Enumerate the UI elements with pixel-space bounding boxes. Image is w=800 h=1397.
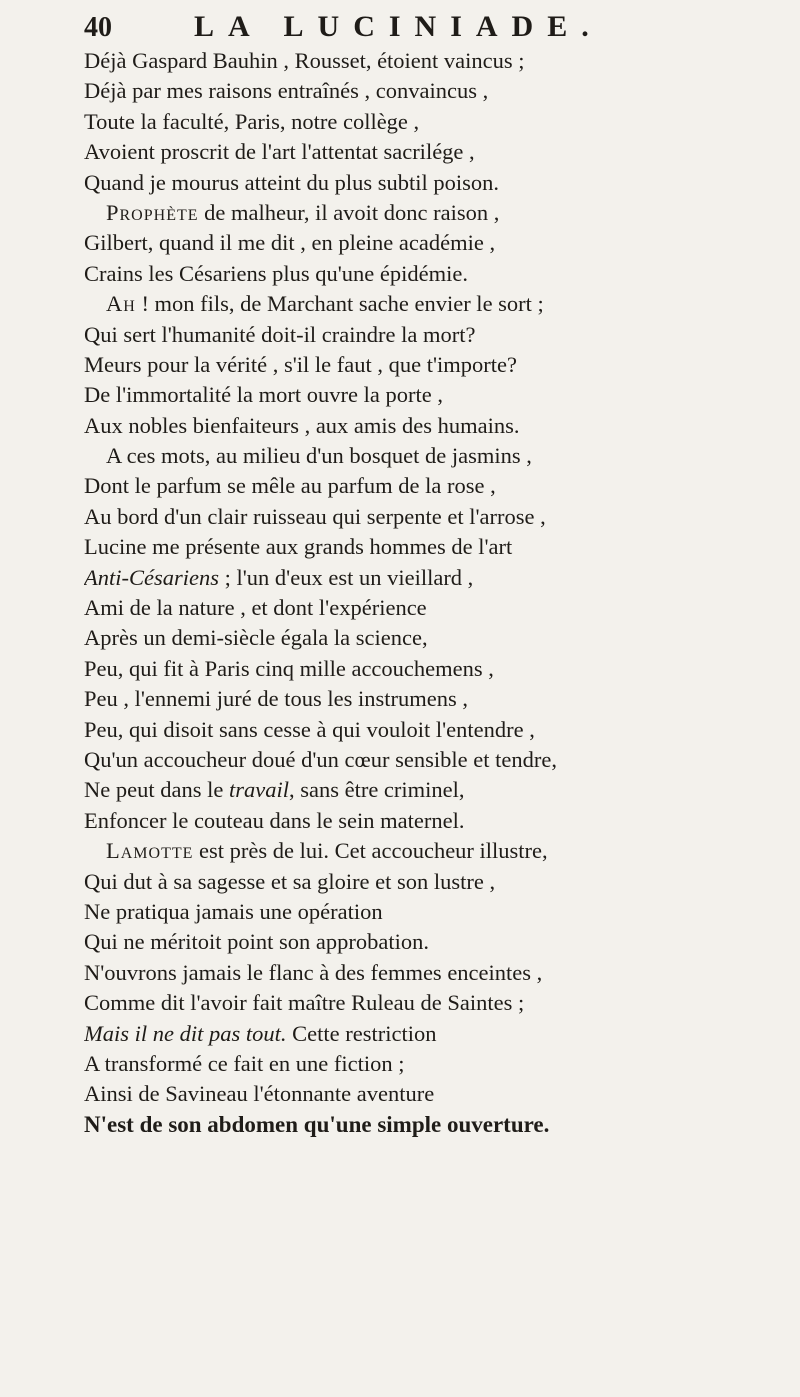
verse-line [84,228,784,258]
verse-text: Qui ne méritoit point son approbation. [84,929,429,955]
verse-text: Comme dit l'avoir fait maître Ruleau de Saintes ; [84,990,525,1016]
page-header [84,10,684,50]
verse-line [84,532,784,562]
verse-text: , sans être criminel, [288,777,465,803]
verse-line [84,684,784,714]
verse-line [84,198,784,228]
verse-text: Avoient proscrit de l'art l'attentat sacrilége , [84,139,475,165]
verse-line [84,897,784,927]
verse-line [84,107,784,137]
verse-text: Au bord d'un clair ruisseau qui serpente et l'arrose , [84,503,546,529]
verse-text: Déjà par mes raisons entraînés , convaincus , [84,78,489,104]
verse-text: Ne peut dans le [84,777,229,803]
verse-text: Quand je mourus atteint du plus subtil poison. [84,169,499,195]
verse-text: Qui dut à sa sagesse et sa gloire et son lustre , [84,868,496,894]
verse-text: Ami de la nature , et dont l'expérience [84,595,427,621]
verse-text: A transformé ce fait en une fiction ; [84,1050,405,1076]
verse-line [84,1019,784,1049]
small-caps-word: Ah [106,291,136,317]
verse-line [84,76,784,106]
small-caps-word: Lamotte [106,838,194,864]
italic-phrase: travail [228,777,289,803]
verse-line [84,715,784,745]
verse-text: Dont le parfum se mêle au parfum de la rose , [84,473,496,499]
running-title: LA LUCINIADE. [194,10,603,43]
verse-text: Aux nobles bienfaiteurs , aux amis des humains. [84,412,520,438]
small-caps-word: Prophète [106,199,199,225]
verse-line [84,350,784,380]
verse-text: Meurs pour la vérité , s'il le faut , que t'importe? [84,351,517,377]
verse-line [84,1079,784,1109]
italic-phrase: Anti-Césariens [84,564,219,590]
page-number: 40 [84,12,112,43]
verse-text: Cette restriction [286,1020,437,1046]
verse-line [84,958,784,988]
verse-line [84,411,784,441]
verse-text: N'est de son abdomen qu'une simple ouverture. [84,1111,550,1137]
verse-text: A ces mots, au milieu d'un bosquet de jasmins , [106,443,532,469]
verse-text: Ainsi de Savineau l'étonnante aventure [84,1081,435,1107]
verse-text: Lucine me présente aux grands hommes de l'art [84,534,513,560]
verse-text: De l'immortalité la mort ouvre la porte , [84,382,443,408]
verse-line [84,867,784,897]
verse-text: Après un demi-siècle égala la science, [84,625,428,651]
verse-line [84,1110,784,1140]
italic-phrase: Mais il ne dit pas tout. [84,1020,287,1046]
verse-line [84,320,784,350]
verse-text: Peu, qui disoit sans cesse à qui vouloit l'entendre , [84,716,535,742]
verse-text: Qu'un accoucheur doué d'un cœur sensible et tendre, [84,746,557,772]
verse-text: Peu , l'ennemi juré de tous les instrumens , [84,686,468,712]
verse-line [84,745,784,775]
verse-text: Ne pratiqua jamais une opération [84,898,383,924]
verse-text: Déjà Gaspard Bauhin , Rousset, étoient vaincus ; [84,48,525,73]
verse-line [84,563,784,593]
verse-text: est près de lui. Cet accoucheur illustre, [193,838,548,864]
verse-line [84,471,784,501]
verse-text: Qui sert l'humanité doit-il craindre la mort? [84,321,476,347]
verse-line [84,775,784,805]
verse-text: Peu, qui fit à Paris cinq mille accouchemens , [84,655,494,681]
verse-text: N'ouvrons jamais le flanc à des femmes enceintes , [84,959,543,985]
verse-text: Crains les Césariens plus qu'une épidémie. [84,260,468,286]
verse-text: ; l'un d'eux est un vieillard , [219,564,474,590]
verse-line [84,593,784,623]
verse-line [84,1049,784,1079]
verse-line [84,168,784,198]
verse-line [84,927,784,957]
verse-line [84,502,784,532]
verse-line [84,137,784,167]
verse-line [84,259,784,289]
verse-line [84,46,784,76]
verse-text: ! mon fils, de Marchant sache envier le sort ; [135,291,544,317]
verse-line [84,441,784,471]
verse-text: Enfoncer le couteau dans le sein maternel. [84,807,465,833]
verse-line [84,289,784,319]
verse-line [84,988,784,1018]
verse-line [84,654,784,684]
verse-text: de malheur, il avoit donc raison , [198,199,500,225]
verse-line [84,836,784,866]
verse-text: Gilbert, quand il me dit , en pleine académie , [84,230,496,256]
verse-text: Toute la faculté, Paris, notre collège , [84,108,420,134]
verse-block [84,46,784,1140]
verse-line [84,380,784,410]
verse-line [84,623,784,653]
verse-line [84,806,784,836]
